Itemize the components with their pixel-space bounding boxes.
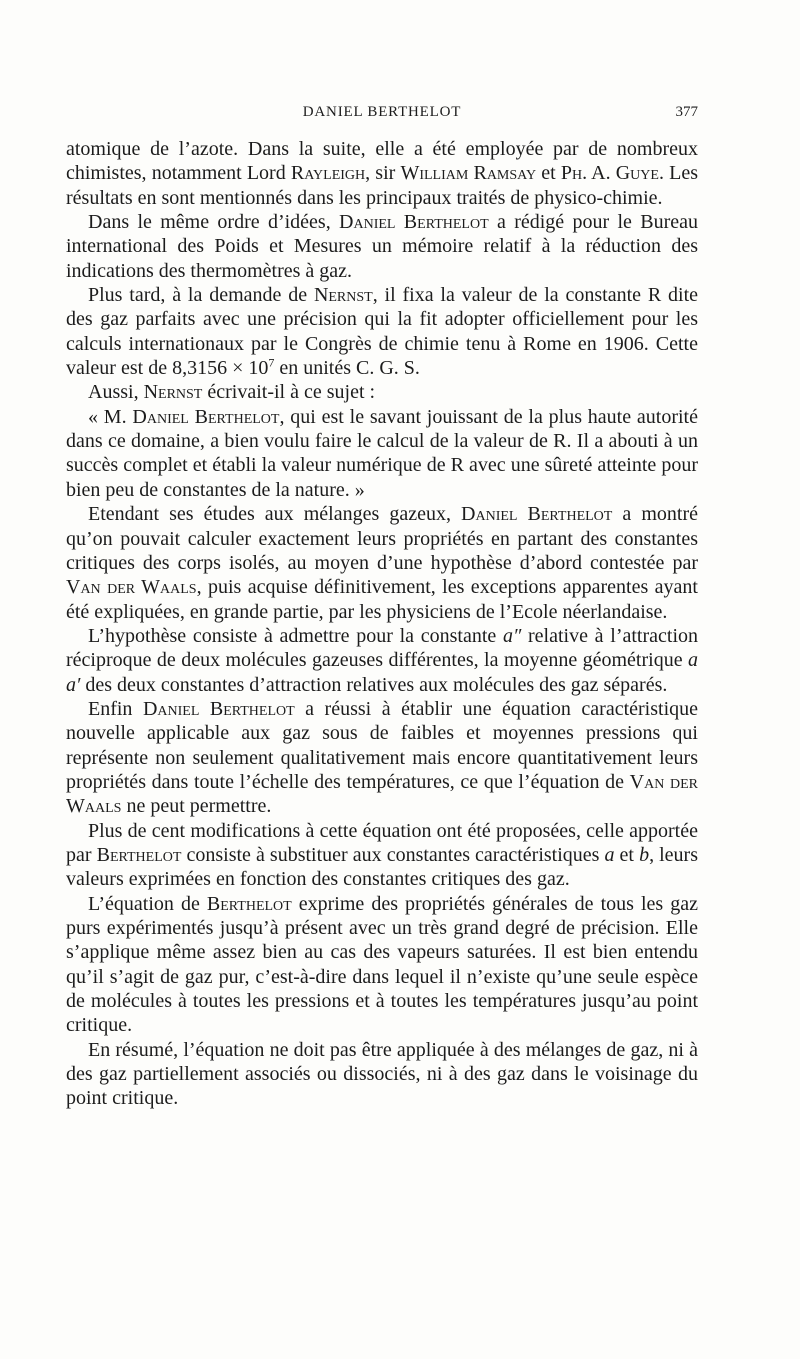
paragraph-1: atomique de l’azote. Dans la suite, elle a été employée par de nombreux chimistes, notamment Lord Rayleigh, sir William Ramsay et Ph. A. Guye. Les résultats en sont mentionnés dans les principaux traités de physico-chimie. [66, 138, 698, 209]
paragraph-10: L’équation de Berthelot exprime des propriétés générales de tous les gaz purs expérimentés jusqu’à présent avec un très grand degré de précision. Elle s’applique même assez bien au cas des vapeurs saturées. Il est bien entendu qu’il s’agit de gaz pur, c’est-à-dire dans lequel il n’existe qu’une seule espèce de molécules à toutes les pressions et à toutes les températures jusqu’au point critique. [66, 892, 698, 1037]
person-name: Daniel Berthelot [142, 697, 295, 720]
person-name: Van der Waals [66, 576, 197, 599]
paragraph-4: Aussi, Nernst écrivait-il à ce sujet : [88, 381, 376, 404]
paragraph-2: Dans le même ordre d’idées, Daniel Berthelot a rédigé pour le Bureau international des Poids et Mesures un mémoire relatif à la réduction des indications des thermomètres à gaz. [66, 211, 699, 282]
paragraph-7: L’hypothèse consiste à admettre pour la constante a″ relative à l’attraction réciproque de deux molécules gazeuses différentes, la moyenne géométrique a a′ des deux constantes d’attraction relatives aux molécules des gaz séparés. [66, 624, 698, 696]
body-text [66, 137, 698, 1111]
person-name: Nernst [313, 284, 373, 307]
person-name: Van der Waals [66, 770, 698, 818]
page-number: 377 [675, 104, 698, 120]
person-name: Rayleigh [290, 162, 366, 185]
person-name: Daniel Berthelot [461, 503, 613, 526]
person-name: Berthelot [96, 843, 182, 866]
math-variable: a [604, 843, 615, 866]
person-name: William Ramsay [400, 162, 537, 185]
paragraph-8: Enfin Daniel Berthelot a réussi à établir une équation caractéristique nouvelle applicable aux gaz sous de faibles et moyennes pressions qui représente non seulement qualitativement mais encore quantitativement leurs propriétés dans toute l’échelle des températures, ce que l’équation de Van der Waals ne peut permettre. [66, 697, 698, 818]
math-variable: a a′ [66, 649, 698, 696]
person-name: Ph. A. Guye [560, 162, 659, 185]
paragraph-11: En résumé, l’équation ne doit pas être appliquée à des mélanges de gaz, ni à des gaz partiellement associés ou dissociés, ni à des gaz dans le voisinage du point critique. [66, 1038, 698, 1110]
paragraph-6: Etendant ses études aux mélanges gazeux, Daniel Berthelot a montré qu’on pouvait calculer exactement leurs propriétés en partant des constantes critiques des corps isolés, au moyen d’une hypothèse d’abord contestée par Van der Waals, puis acquise définitivement, les exceptions apparentes ayant été expliquées, en grande partie, par les physiciens de l’Ecole néerlandaise. [66, 503, 698, 623]
person-name: Daniel Berthelot [339, 211, 489, 234]
page-header [66, 100, 698, 124]
math-variable: a″ [502, 624, 522, 647]
paragraph-3: Plus tard, à la demande de Nernst, il fixa la valeur de la constante R dite des gaz parfaits avec une précision qui la fit adopter officiellement pour les calculs internationaux par le Congrès de chimie tenu à Rome en 1906. Cette valeur est de $8,3156 \times 10^7$ en unités C. G. S. [66, 284, 698, 380]
exponent: 7 [268, 355, 275, 370]
running-head: DANIEL BERTHELOT [302, 104, 462, 120]
person-name: Nernst [143, 381, 203, 404]
paragraph-9: Plus de cent modifications à cette équation ont été proposées, celle apportée par Berthelot consiste à substituer aux constantes caractéristiques a et b, leurs valeurs exprimées en fonction des constantes critiques des gaz. [66, 819, 698, 891]
person-name: Berthelot [206, 892, 292, 915]
math-variable: b [639, 843, 650, 866]
person-name: Daniel Berthelot [132, 405, 280, 428]
paragraph-5-quote: « M. Daniel Berthelot, qui est le savant jouissant de la plus haute autorité dans ce domaine, a bien voulu faire le calcul de la valeur de R. Il a abouti à un succès complet et établi la valeur numérique de R avec une sûreté atteinte pour bien peu de constantes de la nature. » [66, 405, 698, 501]
